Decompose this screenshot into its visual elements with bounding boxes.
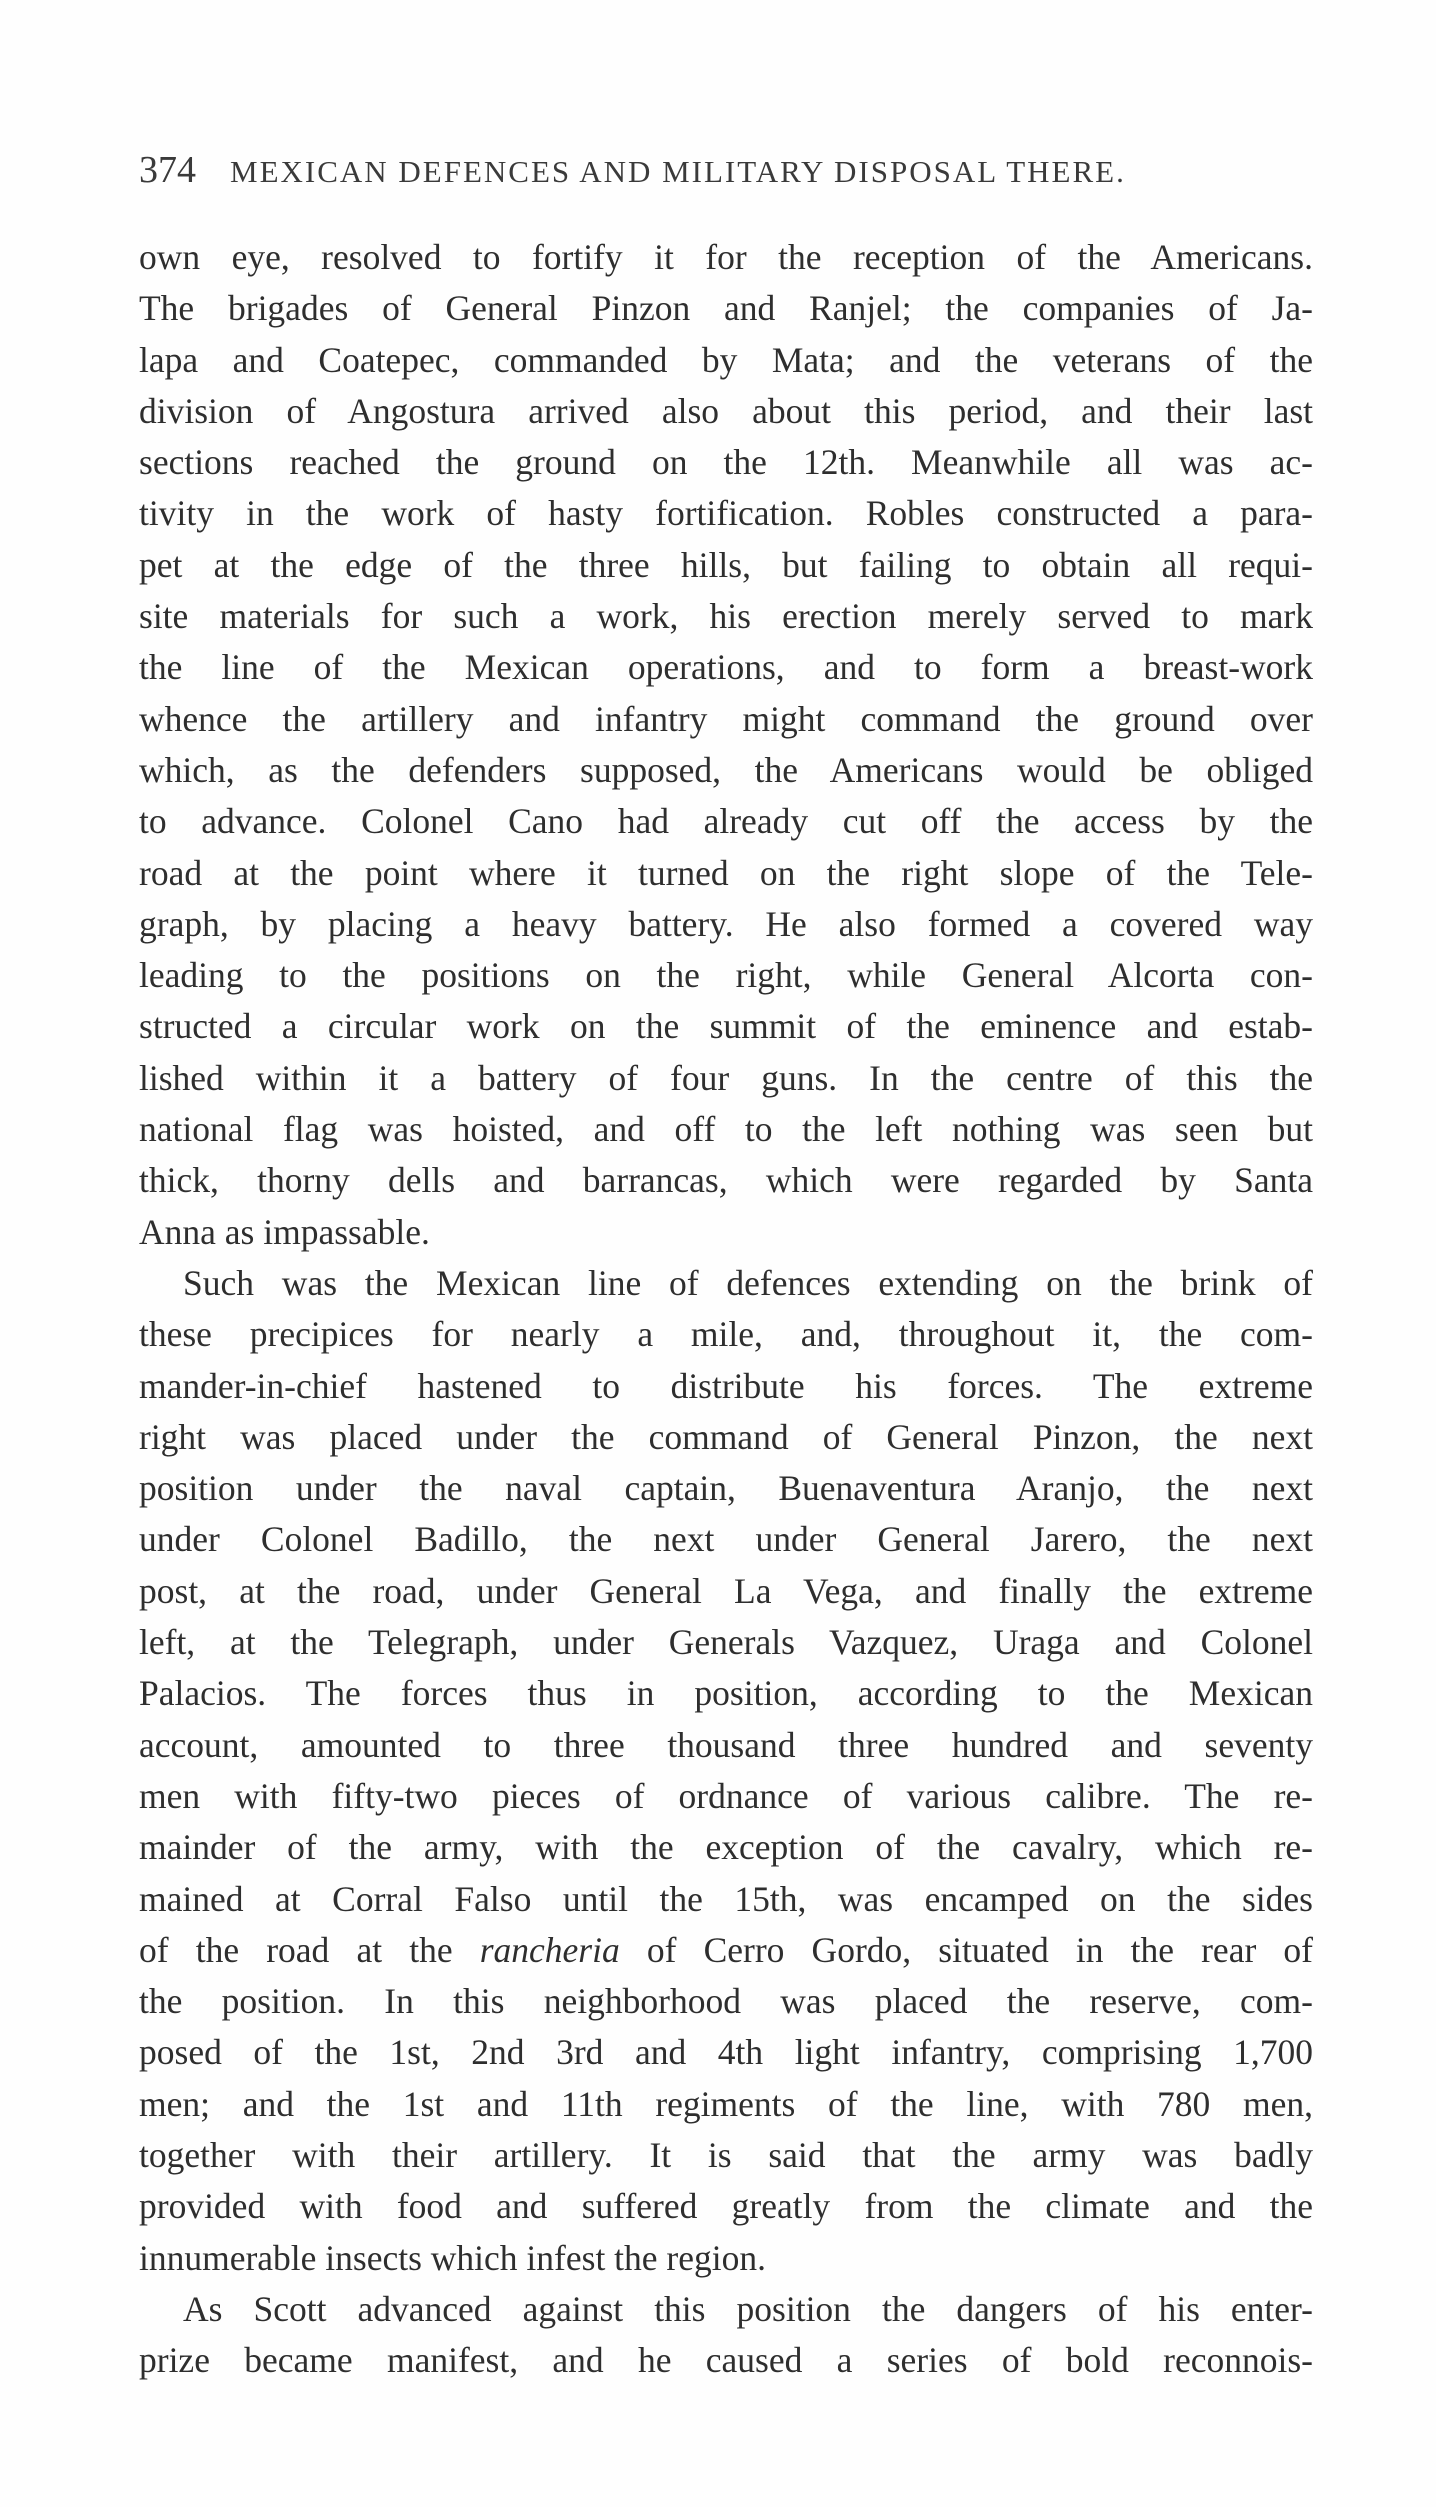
text-line: sections reached the ground on the 12th. Meanwhile all was ac-	[139, 442, 1313, 483]
text-line: national flag was hoisted, and off to the left nothing was seen but	[139, 1109, 1313, 1150]
paragraph-end-line: innumerable insects which infest the region.	[139, 2237, 766, 2278]
text-line: mander-in-chief hastened to distribute his forces. The extreme	[139, 1365, 1313, 1406]
line-segment: of Cerro Gordo, situated in the rear of	[619, 1929, 1313, 1970]
text-line: together with their artillery. It is said that the army was badly	[139, 2134, 1313, 2175]
running-title: MEXICAN DEFENCES AND MILITARY DISPOSAL THERE.	[230, 154, 1126, 189]
text-line: site materials for such a work, his erection merely served to mark	[139, 596, 1313, 637]
text-line: right was placed under the command of General Pinzon, the next	[139, 1416, 1313, 1457]
text-line: Palacios. The forces thus in position, according to the Mexican	[139, 1673, 1313, 1714]
text-line: men with fifty-two pieces of ordnance of various calibre. The re-	[139, 1775, 1313, 1816]
text-line: men; and the 1st and 11th regiments of the line, with 780 men,	[139, 2083, 1313, 2124]
text-line: these precipices for nearly a mile, and, throughout it, the com-	[139, 1314, 1313, 1355]
text-line: mained at Corral Falso until the 15th, was encamped on the sides	[139, 1878, 1313, 1919]
text-line: division of Angostura arrived also about this period, and their last	[139, 390, 1313, 431]
page-number: 374	[139, 149, 196, 191]
text-line: structed a circular work on the summit of the eminence and estab-	[139, 1006, 1313, 1047]
text-line: whence the artillery and infantry might command the ground over	[139, 698, 1313, 739]
text-line: lished within it a battery of four guns. In the centre of this the	[139, 1057, 1313, 1098]
text-line: which, as the defenders supposed, the Americans would be obliged	[139, 749, 1313, 790]
text-line: graph, by placing a heavy battery. He also formed a covered way	[139, 903, 1313, 944]
paragraph-start-line: Such was the Mexican line of defences extending on the brink of	[183, 1262, 1313, 1303]
line-segment: of the road at the	[139, 1929, 480, 1970]
text-line: left, at the Telegraph, under Generals Vazquez, Uraga and Colonel	[139, 1622, 1313, 1663]
paragraph-end-line: Anna as impassable.	[139, 1211, 430, 1252]
text-line: pet at the edge of the three hills, but failing to obtain all requi-	[139, 544, 1313, 585]
text-line: tivity in the work of hasty fortification. Robles constructed a para-	[139, 493, 1313, 534]
text-line-with-italic	[139, 1925, 1313, 1976]
running-header	[139, 148, 1309, 198]
text-line: post, at the road, under General La Vega, and finally the extreme	[139, 1570, 1313, 1611]
text-line: own eye, resolved to fortify it for the reception of the Americans.	[139, 237, 1313, 277]
text-line: the position. In this neighborhood was placed the reserve, com-	[139, 1981, 1313, 2022]
text-line: thick, thorny dells and barrancas, which were regarded by Santa	[139, 1160, 1313, 1201]
text-line: the line of the Mexican operations, and to form a breast-work	[139, 647, 1313, 688]
text-line: account, amounted to three thousand three hundred and seventy	[139, 1724, 1313, 1765]
text-line: under Colonel Badillo, the next under General Jarero, the next	[139, 1519, 1313, 1560]
text-line: position under the naval captain, Buenaventura Aranjo, the next	[139, 1468, 1313, 1509]
text-line: leading to the positions on the right, while General Alcorta con-	[139, 955, 1313, 996]
text-line: The brigades of General Pinzon and Ranjel; the companies of Ja-	[139, 288, 1313, 329]
paragraph-start-line: As Scott advanced against this position the dangers of his enter-	[183, 2288, 1313, 2329]
text-line: mainder of the army, with the exception of the cavalry, which re-	[139, 1827, 1313, 1868]
text-line: prize became manifest, and he caused a series of bold reconnois-	[139, 2340, 1313, 2381]
text-line: road at the point where it turned on the right slope of the Tele-	[139, 852, 1313, 893]
text-line: lapa and Coatepec, commanded by Mata; and the veterans of the	[139, 339, 1313, 380]
text-line: posed of the 1st, 2nd 3rd and 4th light infantry, comprising 1,700	[139, 2032, 1313, 2073]
italic-term: rancheria	[479, 1929, 620, 1970]
body-text	[139, 232, 1313, 2386]
text-line: to advance. Colonel Cano had already cut off the access by the	[139, 801, 1313, 842]
text-line: provided with food and suffered greatly from the climate and the	[139, 2186, 1313, 2227]
